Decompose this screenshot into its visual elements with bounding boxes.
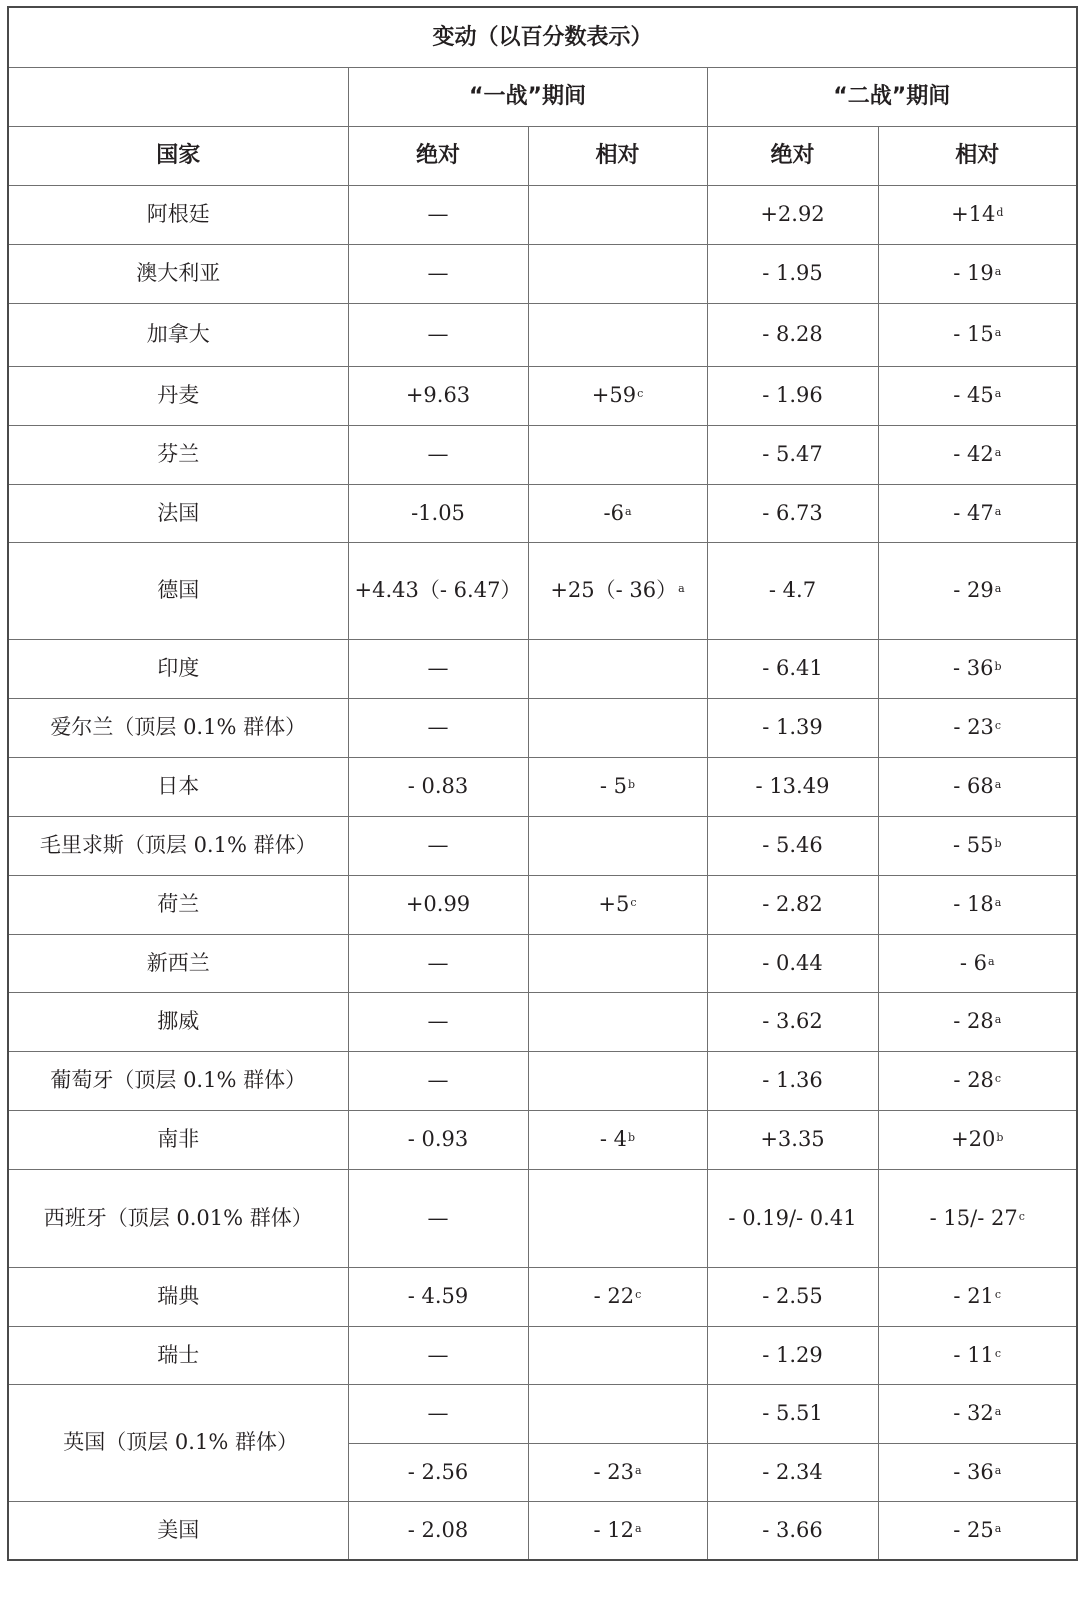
ww2-absolute-cell-value: - 2.55 <box>762 1284 823 1308</box>
ww1-absolute-cell-value: — <box>427 322 449 346</box>
ww2-relative-cell-value: - 36 <box>952 656 994 680</box>
table-row <box>8 1384 1077 1443</box>
country-cell <box>8 366 348 425</box>
ww1-relative-cell <box>528 757 707 816</box>
ww2-absolute-cell <box>707 303 878 366</box>
ww2-relative-cell-value: - 68 <box>953 774 994 798</box>
footnote-marker: c <box>637 387 644 400</box>
ww1-relative-cell <box>528 425 707 484</box>
table-row <box>8 698 1077 757</box>
table-row <box>8 875 1077 934</box>
ww2-absolute-cell <box>707 639 878 698</box>
ww1-absolute-cell-value: — <box>427 656 449 680</box>
table-row <box>8 542 1077 639</box>
country-cell <box>8 698 348 757</box>
table-row <box>8 1051 1077 1110</box>
ww2-relative-cell <box>878 639 1077 698</box>
ww1-absolute-cell-value: — <box>427 715 449 739</box>
footnote-marker: b <box>996 1131 1004 1144</box>
empty-header-cell <box>8 67 348 126</box>
ww2-relative-cell-value: - 28 <box>953 1068 994 1092</box>
country-cell <box>8 1267 348 1326</box>
footnote-marker: a <box>994 778 1002 791</box>
country-cell-value: 葡萄牙（顶层 0.1% 群体） <box>50 1068 307 1092</box>
ww2-relative-cell-value: - 47 <box>953 500 994 525</box>
table-row <box>8 934 1077 992</box>
ww2-absolute-cell-value: - 2.82 <box>762 892 823 916</box>
table-row <box>8 1110 1077 1169</box>
ww2-relative-cell-value: - 15 <box>953 322 994 346</box>
ww1-absolute-cell-value: +4.43（- 6.47） <box>354 578 522 602</box>
country-cell <box>8 1326 348 1384</box>
ww1-relative-cell <box>528 484 707 542</box>
ww2-relative-cell-value: - 19 <box>953 261 994 285</box>
ww1-relative-cell-value: -6 <box>603 500 624 525</box>
ww1-relative-cell <box>528 185 707 244</box>
ww1-absolute-cell-value: — <box>427 1342 449 1367</box>
ww1-absolute-cell-value: — <box>427 442 449 466</box>
ww1-relative-cell <box>528 934 707 992</box>
country-cell-value: 印度 <box>157 656 200 680</box>
footnote-marker: a <box>994 1521 1002 1535</box>
ww1-relative-cell <box>528 1443 707 1501</box>
ww2-relative-cell-value: - 6 <box>959 950 988 975</box>
ww2-absolute-cell <box>707 934 878 992</box>
footnote-marker: a <box>994 1463 1002 1477</box>
ww2-relative-cell <box>878 244 1077 303</box>
country-cell-value: 德国 <box>157 578 200 602</box>
country-cell-value: 阿根廷 <box>146 202 210 226</box>
ww2-absolute-cell <box>707 992 878 1051</box>
footnote-marker: a <box>994 1013 1002 1026</box>
column-header-country: 国家 <box>8 126 348 185</box>
ww2-relative-cell-value: - 15/- 27 <box>929 1205 1018 1230</box>
ww2-absolute-cell <box>707 1267 878 1326</box>
ww1-absolute-cell-value: — <box>427 1205 449 1230</box>
ww1-relative-cell <box>528 1267 707 1326</box>
ww1-absolute-cell-value: — <box>427 202 449 226</box>
ww2-absolute-cell-value: - 1.95 <box>762 261 823 285</box>
ww2-relative-cell-value: - 42 <box>953 442 994 466</box>
footnote-marker: b <box>994 837 1002 850</box>
column-header-ww2-relative: 相对 <box>878 126 1077 185</box>
country-cell <box>8 1169 348 1267</box>
footnote-marker: c <box>994 719 1002 732</box>
ww2-absolute-cell <box>707 484 878 542</box>
ww2-relative-cell <box>878 1267 1077 1326</box>
ww2-relative-cell-value: +20 <box>951 1127 996 1151</box>
country-cell <box>8 185 348 244</box>
table-row <box>8 185 1077 244</box>
ww2-relative-cell-value: - 28 <box>953 1009 994 1033</box>
footnote-marker: c <box>994 1072 1002 1085</box>
ww1-relative-cell-value: +5 <box>598 892 630 916</box>
ww2-absolute-cell <box>707 1501 878 1560</box>
ww2-absolute-cell <box>707 816 878 875</box>
ww2-relative-cell <box>878 1051 1077 1110</box>
column-header-ww1-absolute: 绝对 <box>348 126 528 185</box>
ww1-relative-cell <box>528 639 707 698</box>
ww1-absolute-cell-value: — <box>427 261 449 285</box>
ww1-relative-cell <box>528 992 707 1051</box>
ww2-relative-cell <box>878 1110 1077 1169</box>
country-cell <box>8 303 348 366</box>
ww2-relative-cell <box>878 303 1077 366</box>
table-row <box>8 992 1077 1051</box>
footnote-marker: a <box>994 896 1002 909</box>
footnote-marker: b <box>994 660 1002 673</box>
footnote-marker: a <box>634 1463 642 1477</box>
table-row <box>8 1169 1077 1267</box>
footnote-marker: c <box>1018 1209 1025 1223</box>
ww2-absolute-cell-value: - 8.28 <box>762 322 823 346</box>
ww2-relative-cell-value: - 32 <box>953 1401 994 1425</box>
ww1-relative-cell <box>528 1384 707 1443</box>
ww1-relative-cell <box>528 1110 707 1169</box>
country-cell-value: 丹麦 <box>157 383 200 407</box>
ww1-absolute-cell-value: - 2.56 <box>407 1459 469 1484</box>
ww1-absolute-cell <box>348 542 528 639</box>
ww2-relative-cell <box>878 1326 1077 1384</box>
period-header-row <box>8 67 1077 126</box>
ww2-relative-cell <box>878 1384 1077 1443</box>
country-cell <box>8 244 348 303</box>
ww1-absolute-cell-value: — <box>427 1401 449 1425</box>
table-row <box>8 366 1077 425</box>
ww2-relative-cell <box>878 757 1077 816</box>
ww1-absolute-cell <box>348 816 528 875</box>
ww2-relative-cell <box>878 1501 1077 1560</box>
ww1-absolute-cell <box>348 1169 528 1267</box>
footnote-marker: b <box>628 1131 636 1144</box>
ww2-absolute-cell <box>707 1110 878 1169</box>
footnote-marker: c <box>994 1346 1002 1360</box>
ww2-absolute-cell-value: - 6.41 <box>762 656 823 680</box>
ww1-absolute-cell <box>348 698 528 757</box>
country-cell-value: 西班牙（顶层 0.01% 群体） <box>43 1205 313 1230</box>
ww1-absolute-cell-value: -1.05 <box>411 500 465 525</box>
ww1-relative-cell <box>528 816 707 875</box>
ww1-relative-cell-value: - 5 <box>599 774 628 798</box>
table-row <box>8 1267 1077 1326</box>
ww1-relative-cell <box>528 698 707 757</box>
country-cell-value: 法国 <box>157 500 200 525</box>
ww1-absolute-cell <box>348 757 528 816</box>
ww1-relative-cell <box>528 1169 707 1267</box>
ww2-relative-cell-value: - 25 <box>953 1517 994 1542</box>
ww1-absolute-cell <box>348 425 528 484</box>
country-cell <box>8 1501 348 1560</box>
footnote-marker: a <box>988 954 995 968</box>
ww2-relative-cell <box>878 484 1077 542</box>
footnote-marker: c <box>994 1288 1002 1301</box>
table-row <box>8 484 1077 542</box>
ww1-absolute-cell-value: - 0.93 <box>407 1127 469 1151</box>
table-row <box>8 757 1077 816</box>
country-cell <box>8 875 348 934</box>
ww1-absolute-cell <box>348 1326 528 1384</box>
ww2-relative-cell <box>878 1169 1077 1267</box>
country-cell-value: 美国 <box>157 1517 200 1542</box>
country-cell <box>8 934 348 992</box>
country-cell <box>8 757 348 816</box>
ww2-absolute-cell <box>707 757 878 816</box>
ww2-relative-cell <box>878 542 1077 639</box>
ww2-relative-cell <box>878 816 1077 875</box>
ww1-relative-cell-value: - 12 <box>593 1517 634 1542</box>
footnote-marker: a <box>994 504 1002 518</box>
ww1-absolute-cell-value: — <box>427 833 449 857</box>
ww1-absolute-cell <box>348 484 528 542</box>
ww2-absolute-cell <box>707 244 878 303</box>
ww2-absolute-cell-value: - 1.29 <box>762 1342 823 1367</box>
ww2-relative-cell <box>878 992 1077 1051</box>
table-row <box>8 303 1077 366</box>
ww2-relative-cell-value: - 21 <box>953 1284 994 1308</box>
ww2-relative-cell <box>878 425 1077 484</box>
table-row <box>8 816 1077 875</box>
ww2-relative-cell-value: - 36 <box>953 1459 994 1484</box>
ww1-absolute-cell <box>348 639 528 698</box>
footnote-marker: a <box>994 1405 1002 1418</box>
ww2-relative-cell-value: - 11 <box>953 1342 994 1367</box>
table-row <box>8 1501 1077 1560</box>
ww1-absolute-cell <box>348 303 528 366</box>
ww1-relative-cell <box>528 875 707 934</box>
country-cell <box>8 1110 348 1169</box>
footnote-marker: a <box>994 265 1002 278</box>
table-row <box>8 639 1077 698</box>
ww1-absolute-cell-value: - 0.83 <box>407 774 469 798</box>
country-cell-value: 日本 <box>157 774 200 798</box>
country-cell-value: 爱尔兰（顶层 0.1% 群体） <box>50 715 307 739</box>
ww1-relative-cell <box>528 542 707 639</box>
ww2-absolute-cell-value: - 3.62 <box>762 1009 823 1033</box>
ww1-relative-cell <box>528 1501 707 1560</box>
footnote-marker: a <box>624 504 632 518</box>
ww1-absolute-cell <box>348 1443 528 1501</box>
ww1-relative-cell <box>528 1051 707 1110</box>
ww2-relative-cell <box>878 185 1077 244</box>
ww1-relative-cell-value: +59 <box>591 383 637 407</box>
ww2-absolute-cell-value: +3.35 <box>760 1127 825 1151</box>
ww1-absolute-cell <box>348 1110 528 1169</box>
ww1-absolute-cell <box>348 875 528 934</box>
ww1-absolute-cell-value: - 2.08 <box>407 1517 469 1542</box>
ww1-relative-cell <box>528 303 707 366</box>
ww1-absolute-cell <box>348 1384 528 1443</box>
ww1-absolute-cell <box>348 1267 528 1326</box>
footnote-marker: a <box>994 582 1002 595</box>
ww1-absolute-cell <box>348 185 528 244</box>
country-cell-value: 芬兰 <box>157 442 200 466</box>
ww2-relative-cell-value: - 29 <box>953 578 994 602</box>
country-cell <box>8 425 348 484</box>
ww2-relative-cell-value: +14 <box>951 202 996 226</box>
ww1-absolute-cell-value: — <box>427 1068 449 1092</box>
country-cell-value: 荷兰 <box>157 892 200 916</box>
table-row <box>8 244 1077 303</box>
ww2-absolute-cell-value: - 5.47 <box>762 442 823 466</box>
ww1-absolute-cell <box>348 992 528 1051</box>
table-row <box>8 425 1077 484</box>
ww2-absolute-cell-value: - 1.36 <box>762 1068 823 1092</box>
ww2-absolute-cell <box>707 425 878 484</box>
ww2-relative-cell-value: - 23 <box>953 715 994 739</box>
country-cell <box>8 1384 348 1501</box>
ww1-relative-cell <box>528 244 707 303</box>
period-header-ww2: “二战”期间 <box>707 67 1077 126</box>
ww2-relative-cell-value: - 45 <box>953 383 994 407</box>
ww1-relative-cell <box>528 1326 707 1384</box>
ww2-relative-cell <box>878 366 1077 425</box>
ww1-absolute-cell-value: — <box>427 950 449 975</box>
ww2-absolute-cell-value: - 1.39 <box>762 715 823 739</box>
footnote-marker: b <box>628 778 636 791</box>
ww2-relative-cell-value: - 18 <box>953 892 994 916</box>
table-title: 变动（以百分数表示） <box>8 7 1077 67</box>
ww2-relative-cell-value: - 55 <box>952 833 994 857</box>
ww1-absolute-cell <box>348 244 528 303</box>
column-header-ww2-absolute: 绝对 <box>707 126 878 185</box>
footnote-marker: c <box>630 896 637 909</box>
ww2-absolute-cell-value: - 5.51 <box>762 1401 823 1425</box>
country-cell <box>8 542 348 639</box>
ww2-relative-cell <box>878 1443 1077 1501</box>
ww2-absolute-cell-value: - 13.49 <box>755 774 830 798</box>
ww2-absolute-cell-value: - 0.44 <box>762 950 823 975</box>
country-cell-value: 新西兰 <box>146 950 210 975</box>
period-header-ww1: “一战”期间 <box>348 67 707 126</box>
ww1-absolute-cell-value: +9.63 <box>405 383 471 407</box>
ww2-absolute-cell-value: - 4.7 <box>768 578 817 602</box>
title-row <box>8 7 1077 67</box>
country-cell-value: 挪威 <box>157 1009 200 1033</box>
country-cell <box>8 484 348 542</box>
ww2-absolute-cell-value: - 1.96 <box>762 383 823 407</box>
ww1-absolute-cell <box>348 934 528 992</box>
ww1-relative-cell-value: - 22 <box>593 1284 635 1308</box>
ww1-relative-cell-value: +25（- 36） <box>550 578 678 602</box>
footnote-marker: a <box>994 326 1002 339</box>
country-cell-value: 瑞士 <box>157 1342 200 1367</box>
ww2-absolute-cell-value: - 0.19/- 0.41 <box>728 1205 857 1230</box>
ww1-relative-cell-value: - 23 <box>593 1459 634 1484</box>
footnote-marker: c <box>635 1288 642 1301</box>
country-cell <box>8 639 348 698</box>
footnote-marker: a <box>634 1521 642 1535</box>
country-cell-value: 澳大利亚 <box>136 261 221 285</box>
column-header-row <box>8 126 1077 185</box>
footnote-marker: d <box>996 206 1004 219</box>
ww2-absolute-cell-value: +2.92 <box>760 202 825 226</box>
ww2-absolute-cell <box>707 875 878 934</box>
ww2-relative-cell <box>878 698 1077 757</box>
country-cell-value: 瑞典 <box>157 1284 200 1308</box>
country-cell-value: 毛里求斯（顶层 0.1% 群体） <box>39 833 317 857</box>
ww1-absolute-cell-value: - 4.59 <box>407 1284 469 1308</box>
country-cell <box>8 1051 348 1110</box>
income-share-change-table <box>7 6 1078 1561</box>
footnote-marker: a <box>994 387 1002 400</box>
column-header-ww1-relative: 相对 <box>528 126 707 185</box>
ww2-absolute-cell <box>707 1169 878 1267</box>
ww1-absolute-cell <box>348 1051 528 1110</box>
ww1-absolute-cell-value: — <box>427 1009 449 1033</box>
ww2-absolute-cell <box>707 366 878 425</box>
ww1-absolute-cell <box>348 1501 528 1560</box>
ww2-absolute-cell <box>707 1384 878 1443</box>
ww2-absolute-cell-value: - 6.73 <box>762 500 823 525</box>
ww2-relative-cell <box>878 875 1077 934</box>
ww2-absolute-cell-value: - 3.66 <box>762 1517 823 1542</box>
ww2-absolute-cell <box>707 1051 878 1110</box>
ww2-absolute-cell-value: - 5.46 <box>762 833 823 857</box>
country-cell-value: 加拿大 <box>146 322 210 346</box>
table-row <box>8 1326 1077 1384</box>
ww2-absolute-cell-value: - 2.34 <box>762 1459 823 1484</box>
ww1-relative-cell <box>528 366 707 425</box>
ww2-absolute-cell <box>707 542 878 639</box>
ww1-absolute-cell <box>348 366 528 425</box>
ww1-relative-cell-value: - 4 <box>599 1127 628 1151</box>
country-cell <box>8 992 348 1051</box>
country-cell-value: 英国（顶层 0.1% 群体） <box>63 1430 298 1454</box>
ww1-absolute-cell-value: +0.99 <box>405 892 471 916</box>
footnote-marker: a <box>678 582 685 595</box>
ww2-absolute-cell <box>707 698 878 757</box>
ww2-relative-cell <box>878 934 1077 992</box>
country-cell-value: 南非 <box>157 1127 200 1151</box>
ww2-absolute-cell <box>707 185 878 244</box>
ww2-absolute-cell <box>707 1326 878 1384</box>
footnote-marker: a <box>994 446 1002 459</box>
ww2-absolute-cell <box>707 1443 878 1501</box>
country-cell <box>8 816 348 875</box>
